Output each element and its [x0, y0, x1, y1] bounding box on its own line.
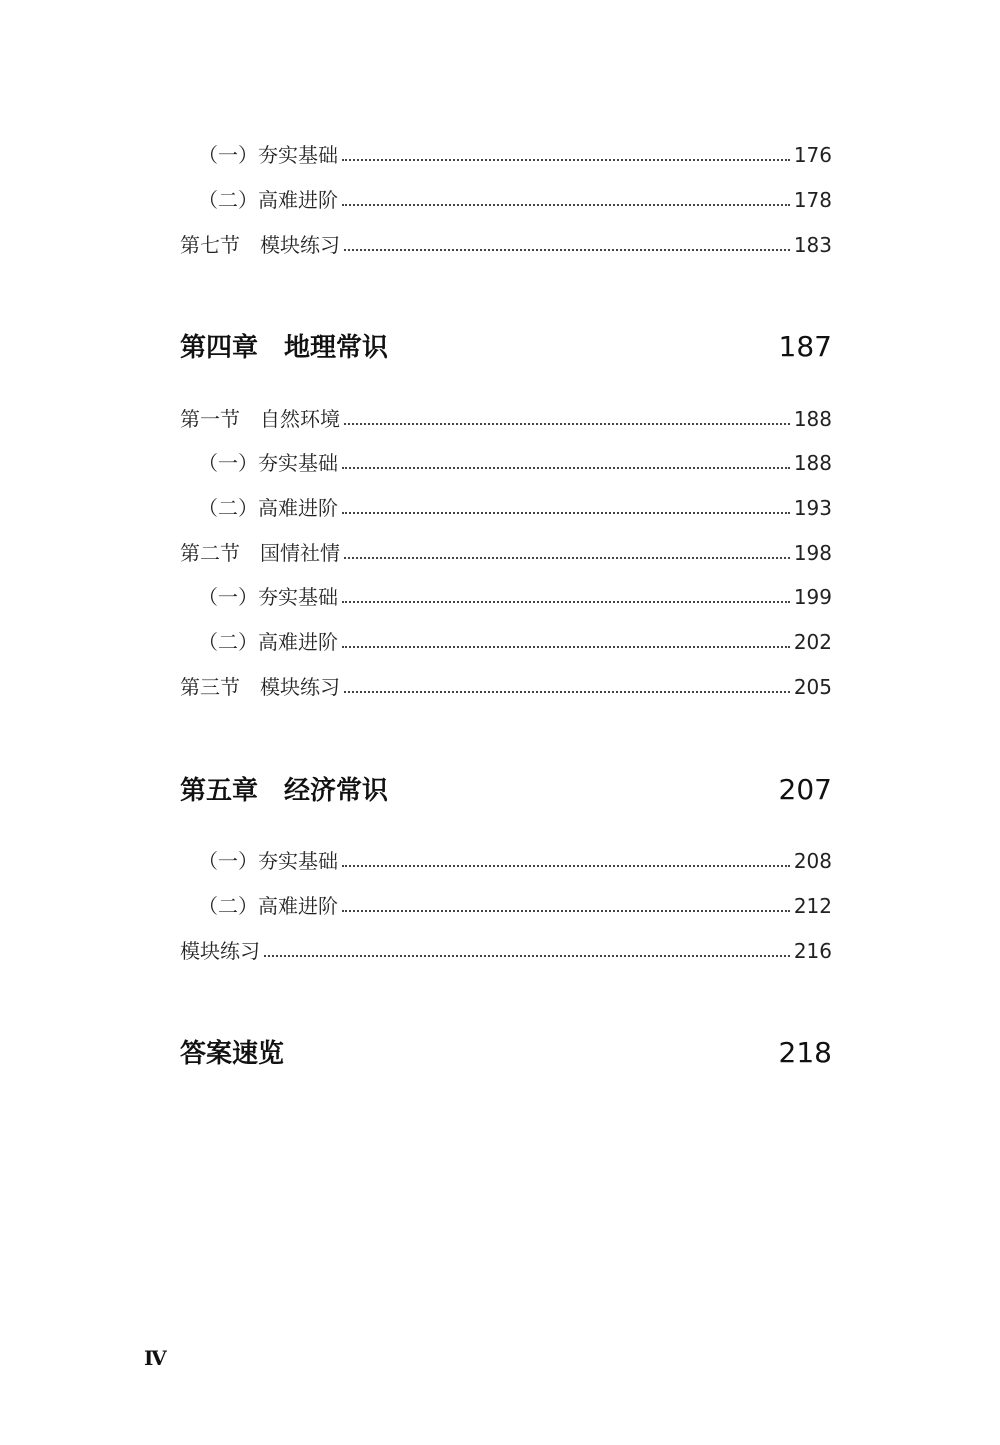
toc-entry[interactable] [180, 936, 832, 966]
dot-leader [264, 953, 790, 957]
toc-entry-page: 176 [793, 143, 832, 167]
toc-entry-label: （二）高难进阶 [198, 188, 338, 212]
toc-chapter[interactable] [180, 770, 832, 810]
toc-entry-label: 第三节 模块练习 [180, 675, 340, 699]
dot-leader [342, 157, 790, 161]
toc-entry[interactable] [198, 140, 832, 170]
toc-chapter[interactable] [180, 1033, 832, 1073]
toc-chapter-page: 207 [778, 773, 832, 806]
dot-leader [342, 465, 790, 469]
toc-entry-page: 183 [793, 233, 832, 257]
toc-entry[interactable] [198, 448, 832, 478]
toc-entry-label: （二）高难进阶 [198, 894, 338, 918]
toc-entry[interactable] [198, 185, 832, 215]
toc-entry-page: 188 [793, 451, 832, 475]
toc-entry[interactable] [198, 582, 832, 612]
toc-entry[interactable] [198, 891, 832, 921]
toc-entry-label: 模块练习 [180, 939, 260, 963]
dot-leader [342, 202, 790, 206]
toc-chapter-title: 答案速览 [180, 1039, 285, 1069]
toc-entry-label: 第一节 自然环境 [180, 407, 340, 431]
toc-entry-page: 202 [793, 630, 832, 654]
dot-leader [344, 689, 790, 693]
toc-entry[interactable] [180, 230, 832, 260]
toc-entry[interactable] [180, 672, 832, 702]
toc-entry[interactable] [198, 627, 832, 657]
toc-entry-page: 193 [793, 496, 832, 520]
dot-leader [344, 421, 790, 425]
dot-leader [342, 644, 790, 648]
toc-entry-page: 188 [793, 407, 832, 431]
dot-leader [342, 510, 790, 514]
toc-entry-label: 第七节 模块练习 [180, 233, 340, 257]
toc-entry-label: （一）夯实基础 [198, 143, 338, 167]
toc-entry-page: 205 [793, 675, 832, 699]
dot-leader [342, 599, 790, 603]
toc-chapter-title: 第五章 经济常识 [180, 776, 389, 806]
toc-entry-page: 208 [793, 849, 832, 873]
toc-entry-page: 178 [793, 188, 832, 212]
toc-entry-label: （二）高难进阶 [198, 630, 338, 654]
toc-chapter-title: 第四章 地理常识 [180, 333, 389, 363]
toc-entry-label: （二）高难进阶 [198, 496, 338, 520]
page-folio: Ⅳ [144, 1346, 167, 1370]
toc-entry[interactable] [180, 538, 832, 568]
toc-entry-page: 216 [793, 939, 832, 963]
toc-chapter-page: 187 [778, 330, 832, 363]
toc-entry-page: 199 [793, 585, 832, 609]
dot-leader [344, 247, 790, 251]
toc-entry-page: 212 [793, 894, 832, 918]
toc-entry[interactable] [198, 846, 832, 876]
toc-entry-label: 第二节 国情社情 [180, 541, 340, 565]
toc-chapter-page: 218 [778, 1036, 832, 1069]
toc-entry[interactable] [198, 493, 832, 523]
toc-entry-label: （一）夯实基础 [198, 849, 338, 873]
toc-entry-label: （一）夯实基础 [198, 451, 338, 475]
dot-leader [342, 863, 790, 867]
toc-entry-label: （一）夯实基础 [198, 585, 338, 609]
dot-leader [344, 555, 790, 559]
toc-chapter[interactable] [180, 327, 832, 367]
toc-entry-page: 198 [793, 541, 832, 565]
toc-entry[interactable] [180, 404, 832, 434]
dot-leader [342, 908, 790, 912]
